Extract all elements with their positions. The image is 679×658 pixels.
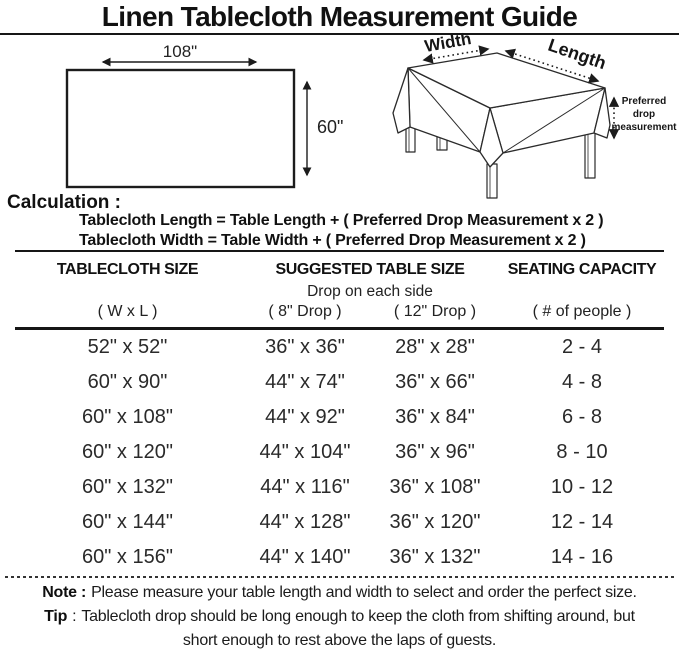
size-table	[15, 250, 664, 575]
cell-8-drop: 44" x 74"	[265, 371, 345, 393]
cell-12-drop: 36" x 84"	[395, 406, 475, 428]
cell-capacity: 2 - 4	[561, 336, 603, 358]
table-row	[15, 505, 664, 540]
spacer-cell	[15, 283, 240, 301]
cell-tablecloth-size: 60" x 144"	[82, 511, 173, 533]
cell-tablecloth-size: 52" x 52"	[87, 336, 168, 358]
formula-length: Tablecloth Length = Table Length + ( Preferred Drop Measurement x 2 )	[79, 212, 604, 229]
note-label: Note :	[42, 584, 87, 601]
table-row	[15, 540, 664, 575]
cell-8-drop: 44" x 140"	[259, 546, 351, 568]
calculation-heading: Calculation :	[7, 192, 122, 213]
col-header-seating-capacity: SEATING CAPACITY	[507, 260, 657, 278]
cell-8-drop: 44" x 104"	[259, 441, 351, 463]
note-line	[0, 584, 679, 602]
cell-12-drop: 36" x 132"	[389, 546, 481, 568]
cell-12-drop: 36" x 108"	[389, 476, 481, 498]
cell-tablecloth-size: 60" x 156"	[82, 546, 173, 568]
illustration-length-label: Length	[545, 34, 609, 74]
spacer-cell	[500, 283, 664, 301]
cell-tablecloth-size: 60" x 90"	[87, 371, 168, 393]
cell-12-drop: 36" x 120"	[389, 511, 481, 533]
rect-height-label: 60"	[317, 117, 344, 137]
table-row	[15, 470, 664, 505]
title-divider	[0, 33, 679, 35]
tip-separator: :	[72, 608, 77, 625]
subheader-wxl: ( W x L )	[15, 301, 240, 329]
table-row	[15, 329, 664, 366]
formula-width: Tablecloth Width = Table Width + ( Preferred Drop Measurement x 2 )	[79, 232, 586, 249]
cell-tablecloth-size: 60" x 108"	[82, 406, 173, 428]
cell-12-drop: 36" x 96"	[395, 441, 475, 463]
drop-label-line: Preferred	[621, 96, 667, 107]
drop-label-line: drop	[632, 109, 656, 120]
table-row	[15, 365, 664, 400]
page-title: Linen Tablecloth Measurement Guide	[101, 1, 578, 32]
cell-8-drop: 44" x 116"	[260, 476, 350, 498]
cell-12-drop: 36" x 66"	[395, 371, 475, 393]
rectangle-diagram	[67, 62, 307, 187]
note-text: Please measure your table length and width to select and order the perfect size.	[91, 584, 637, 601]
table-row	[15, 400, 664, 435]
drop-note: Drop on each side	[307, 283, 433, 300]
table-header-row	[15, 251, 664, 283]
tip-label: Tip	[44, 608, 68, 625]
cell-capacity: 14 - 16	[550, 546, 614, 568]
illustration-width-label: Width	[423, 29, 473, 56]
cell-tablecloth-size: 60" x 120"	[82, 441, 173, 463]
tip-text-line1: Tablecloth drop should be long enough to keep the cloth from shifting around, but	[81, 608, 635, 625]
illustration-drop-label	[608, 95, 679, 134]
cell-capacity: 12 - 14	[550, 511, 614, 533]
cell-8-drop: 36" x 36"	[265, 336, 345, 358]
drop-label-line: measurement	[611, 122, 677, 133]
cell-capacity: 4 - 8	[561, 371, 603, 393]
cell-capacity: 6 - 8	[561, 406, 603, 428]
dashed-divider	[5, 576, 674, 578]
subheader-8-drop: ( 8" Drop )	[240, 301, 370, 329]
col-header-suggested-table-size: SUGGESTED TABLE SIZE	[275, 260, 465, 278]
tip-text-line2: short enough to rest above the laps of guests.	[182, 632, 497, 649]
cell-capacity: 8 - 10	[556, 441, 608, 463]
cell-8-drop: 44" x 92"	[265, 406, 345, 428]
table-row	[15, 435, 664, 470]
table-dropnote-row	[15, 283, 664, 301]
cell-capacity: 10 - 12	[550, 476, 614, 498]
subheader-people: ( # of people )	[500, 301, 664, 329]
tip-line	[0, 608, 679, 626]
table-subheader-row	[15, 301, 664, 329]
subheader-12-drop: ( 12" Drop )	[370, 301, 500, 329]
table-illustration	[393, 53, 610, 198]
cell-tablecloth-size: 60" x 132"	[82, 476, 173, 498]
rect-width-label: 108"	[162, 42, 198, 61]
col-header-tablecloth-size: TABLECLOTH SIZE	[56, 260, 199, 278]
cell-8-drop: 44" x 128"	[259, 511, 351, 533]
cell-12-drop: 28" x 28"	[395, 336, 475, 358]
